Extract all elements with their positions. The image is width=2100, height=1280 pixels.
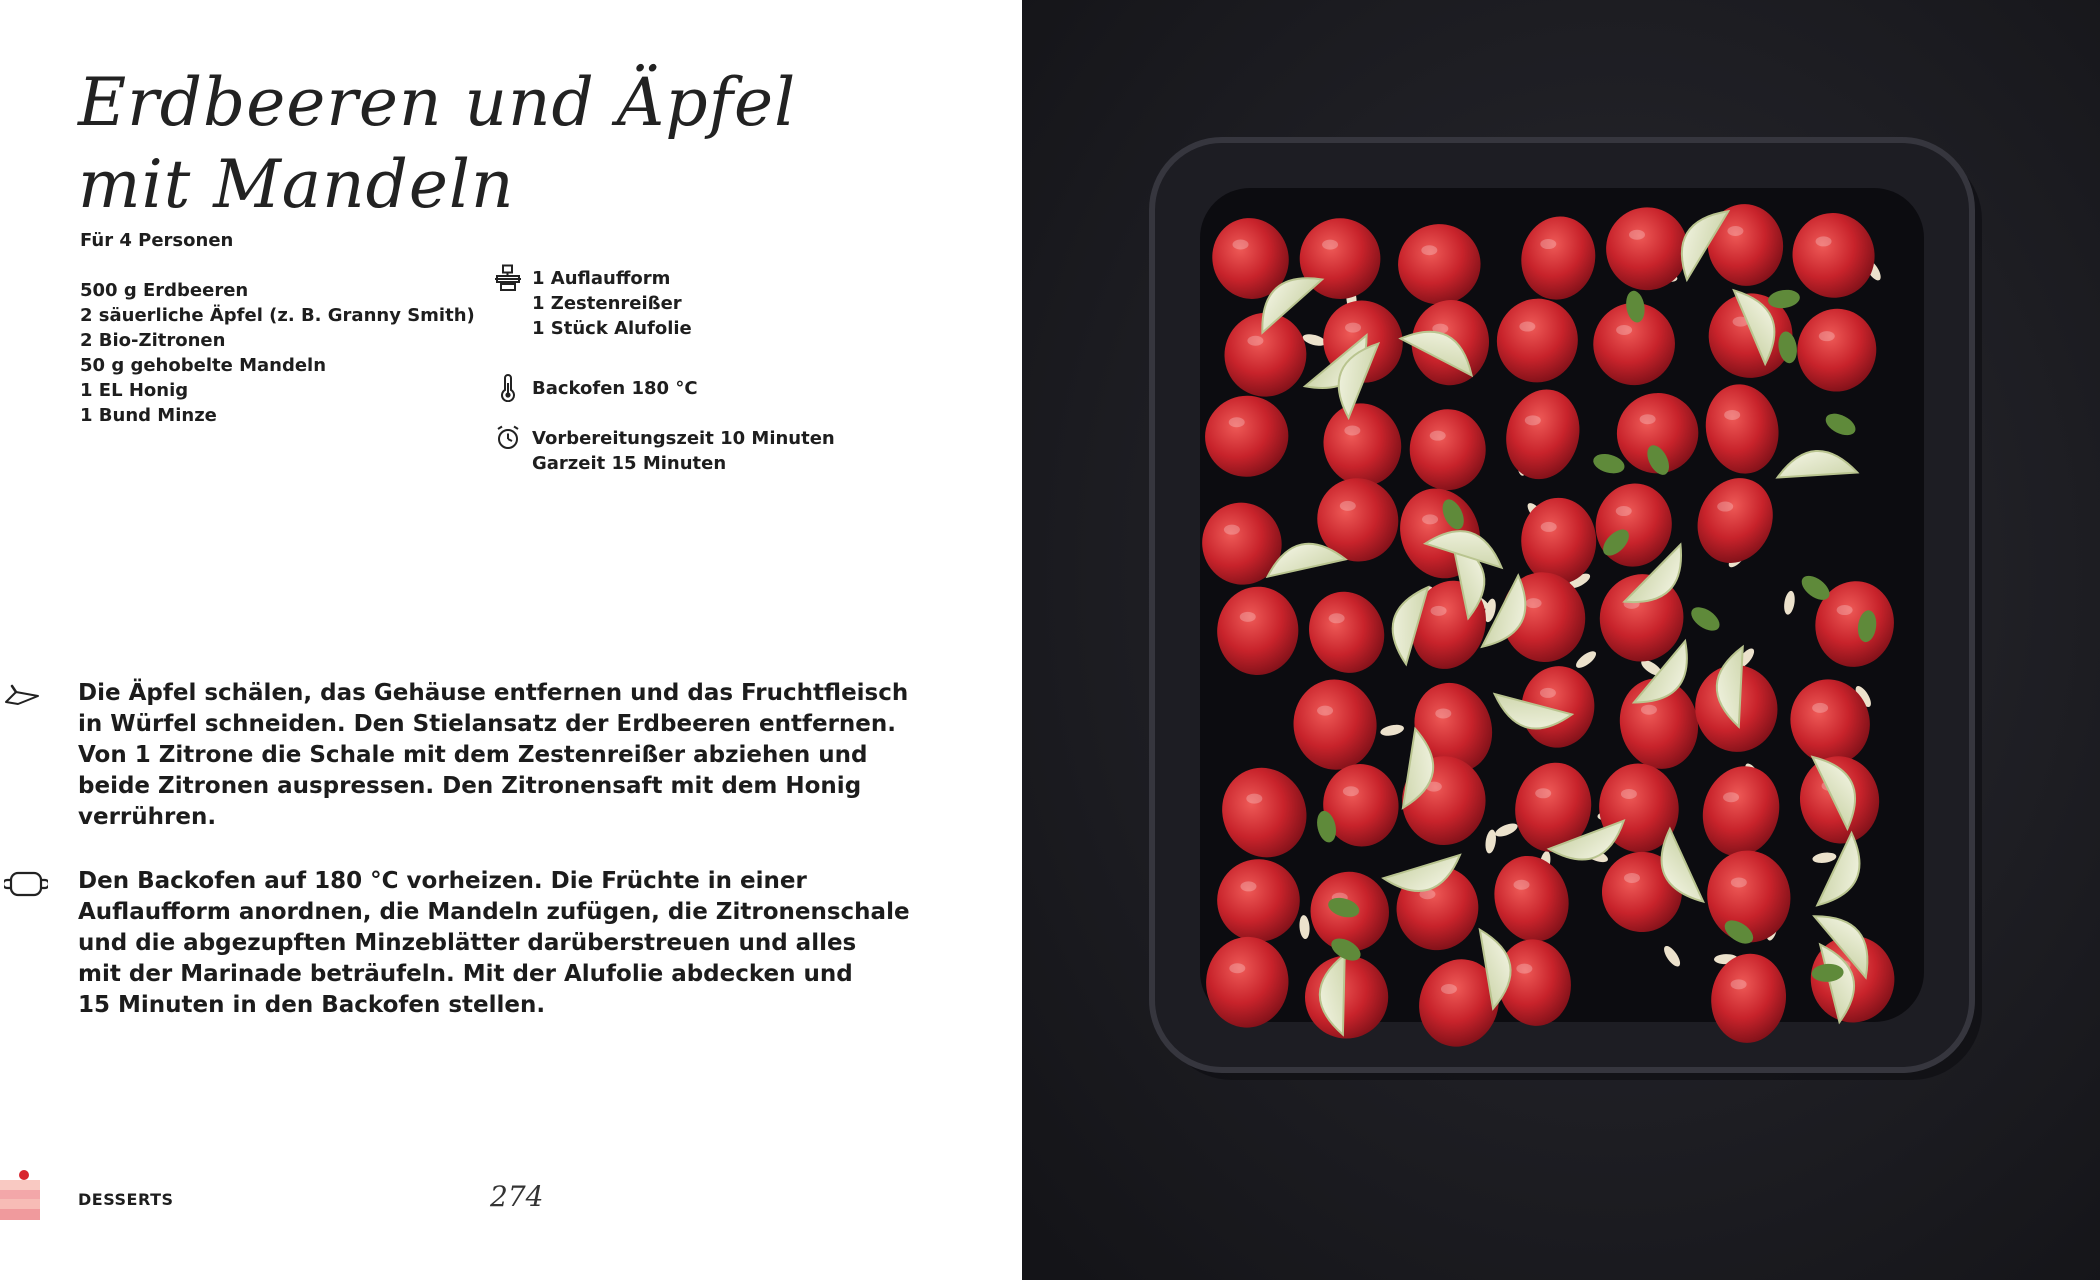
- equipment-icon: [494, 264, 522, 292]
- strawberry-highlight: [1340, 501, 1356, 511]
- strawberry-highlight: [1816, 236, 1832, 246]
- strawberry-highlight: [1540, 239, 1556, 249]
- recipe-title: [78, 62, 796, 226]
- strawberry-highlight: [1540, 688, 1556, 698]
- strawberry-highlight: [1624, 873, 1640, 883]
- strawberry-highlight: [1541, 522, 1557, 532]
- title-line-2: mit Mandeln: [78, 146, 515, 223]
- step-line: Auflaufform anordnen, die Mandeln zufügen, die Zitronenschale: [78, 899, 910, 925]
- step-line: in Würfel schneiden. Den Stielansatz der Erdbeeren entfernen.: [78, 711, 896, 737]
- oven-info: [532, 376, 698, 401]
- strawberry-highlight: [1421, 245, 1437, 255]
- strawberry-highlight: [1641, 705, 1657, 715]
- time-list: [532, 426, 835, 476]
- strawberry-highlight: [1317, 706, 1333, 716]
- strawberry-highlight: [1525, 415, 1541, 425]
- recipe-page: [0, 0, 1022, 1280]
- equipment-list: [532, 266, 692, 341]
- strawberry-highlight: [1345, 323, 1361, 333]
- strawberry-highlight: [1621, 789, 1637, 799]
- title-line-1: Erdbeeren und Äpfel: [78, 64, 797, 141]
- strawberry-highlight: [1343, 786, 1359, 796]
- strawberry-highlight: [1519, 322, 1535, 332]
- timer-icon: [494, 424, 522, 452]
- strawberry-highlight: [1640, 414, 1656, 424]
- oven-temperature: Backofen 180 °C: [532, 378, 698, 399]
- strawberry-highlight: [1837, 605, 1853, 615]
- strawberry-highlight: [1344, 426, 1360, 436]
- strawberry-highlight: [1240, 881, 1256, 891]
- ingredient-item: 1 EL Honig: [80, 380, 189, 401]
- ingredient-list: [80, 278, 475, 428]
- strawberry-highlight: [1246, 794, 1262, 804]
- strawberry-highlight: [1224, 525, 1240, 535]
- equipment-item: 1 Stück Alufolie: [532, 318, 692, 339]
- strawberry-highlight: [1435, 708, 1451, 718]
- page-number: 274: [490, 1180, 544, 1213]
- strawberry-highlight: [1233, 240, 1249, 250]
- strawberry-highlight: [1616, 325, 1632, 335]
- strawberry: [1410, 409, 1486, 490]
- strawberry-highlight: [1240, 612, 1256, 622]
- servings: Für 4 Personen: [80, 230, 234, 251]
- cake-icon: [0, 1166, 42, 1222]
- step-line: 15 Minuten in den Backofen stellen.: [78, 992, 546, 1018]
- strawberry-highlight: [1247, 336, 1263, 346]
- strawberry-highlight: [1727, 226, 1743, 236]
- strawberry-highlight: [1616, 506, 1632, 516]
- step-line: Den Backofen auf 180 °C vorheizen. Die Früchte in einer: [78, 868, 807, 894]
- strawberry-highlight: [1819, 331, 1835, 341]
- strawberry-highlight: [1441, 984, 1457, 994]
- strawberry-highlight: [1724, 410, 1740, 420]
- equipment-item: 1 Auflaufform: [532, 268, 671, 289]
- dish-photo: [1022, 0, 2100, 1280]
- knife-icon: [4, 680, 48, 712]
- step-line: Von 1 Zitrone die Schale mit dem Zestenreißer abziehen und: [78, 742, 868, 768]
- step-2-text: [78, 866, 910, 1021]
- strawberry-highlight: [1422, 514, 1438, 524]
- strawberry-highlight: [1731, 979, 1747, 989]
- cook-time: Garzeit 15 Minuten: [532, 453, 727, 474]
- ingredient-item: 500 g Erdbeeren: [80, 280, 249, 301]
- thermometer-icon: [494, 374, 522, 402]
- step-line: und die abgezupften Minzeblätter darüberstreuen und alles: [78, 930, 857, 956]
- equipment-item: 1 Zestenreißer: [532, 293, 682, 314]
- strawberry-highlight: [1229, 417, 1245, 427]
- strawberry-highlight: [1514, 880, 1530, 890]
- section-label: DESSERTS: [78, 1190, 174, 1209]
- ingredient-item: 50 g gehobelte Mandeln: [80, 355, 327, 376]
- step-line: verrühren.: [78, 804, 217, 830]
- step-line: mit der Marinade beträufeln. Mit der Alufolie abdecken und: [78, 961, 853, 987]
- step-1-text: [78, 678, 908, 833]
- strawberry-highlight: [1329, 613, 1345, 623]
- strawberry-highlight: [1535, 788, 1551, 798]
- strawberry-highlight: [1430, 431, 1446, 441]
- strawberry-highlight: [1723, 792, 1739, 802]
- ingredient-item: 2 Bio-Zitronen: [80, 330, 226, 351]
- ingredient-item: 2 säuerliche Äpfel (z. B. Granny Smith): [80, 305, 475, 326]
- strawberry-highlight: [1717, 502, 1733, 512]
- strawberry-highlight: [1812, 703, 1828, 713]
- step-line: beide Zitronen auspressen. Den Zitronensaft mit dem Honig: [78, 773, 862, 799]
- strawberry-highlight: [1322, 240, 1338, 250]
- strawberry-highlight: [1431, 606, 1447, 616]
- ingredient-item: 1 Bund Minze: [80, 405, 217, 426]
- step-line: Die Äpfel schälen, das Gehäuse entfernen und das Fruchtfleisch: [78, 680, 909, 706]
- strawberry-highlight: [1731, 877, 1747, 887]
- strawberry-highlight: [1229, 963, 1245, 973]
- strawberry-highlight: [1629, 230, 1645, 240]
- prep-time: Vorbereitungszeit 10 Minuten: [532, 428, 835, 449]
- strawberry-highlight: [1526, 598, 1542, 608]
- strawberry-highlight: [1516, 964, 1532, 974]
- baking-dish-icon: [4, 868, 48, 900]
